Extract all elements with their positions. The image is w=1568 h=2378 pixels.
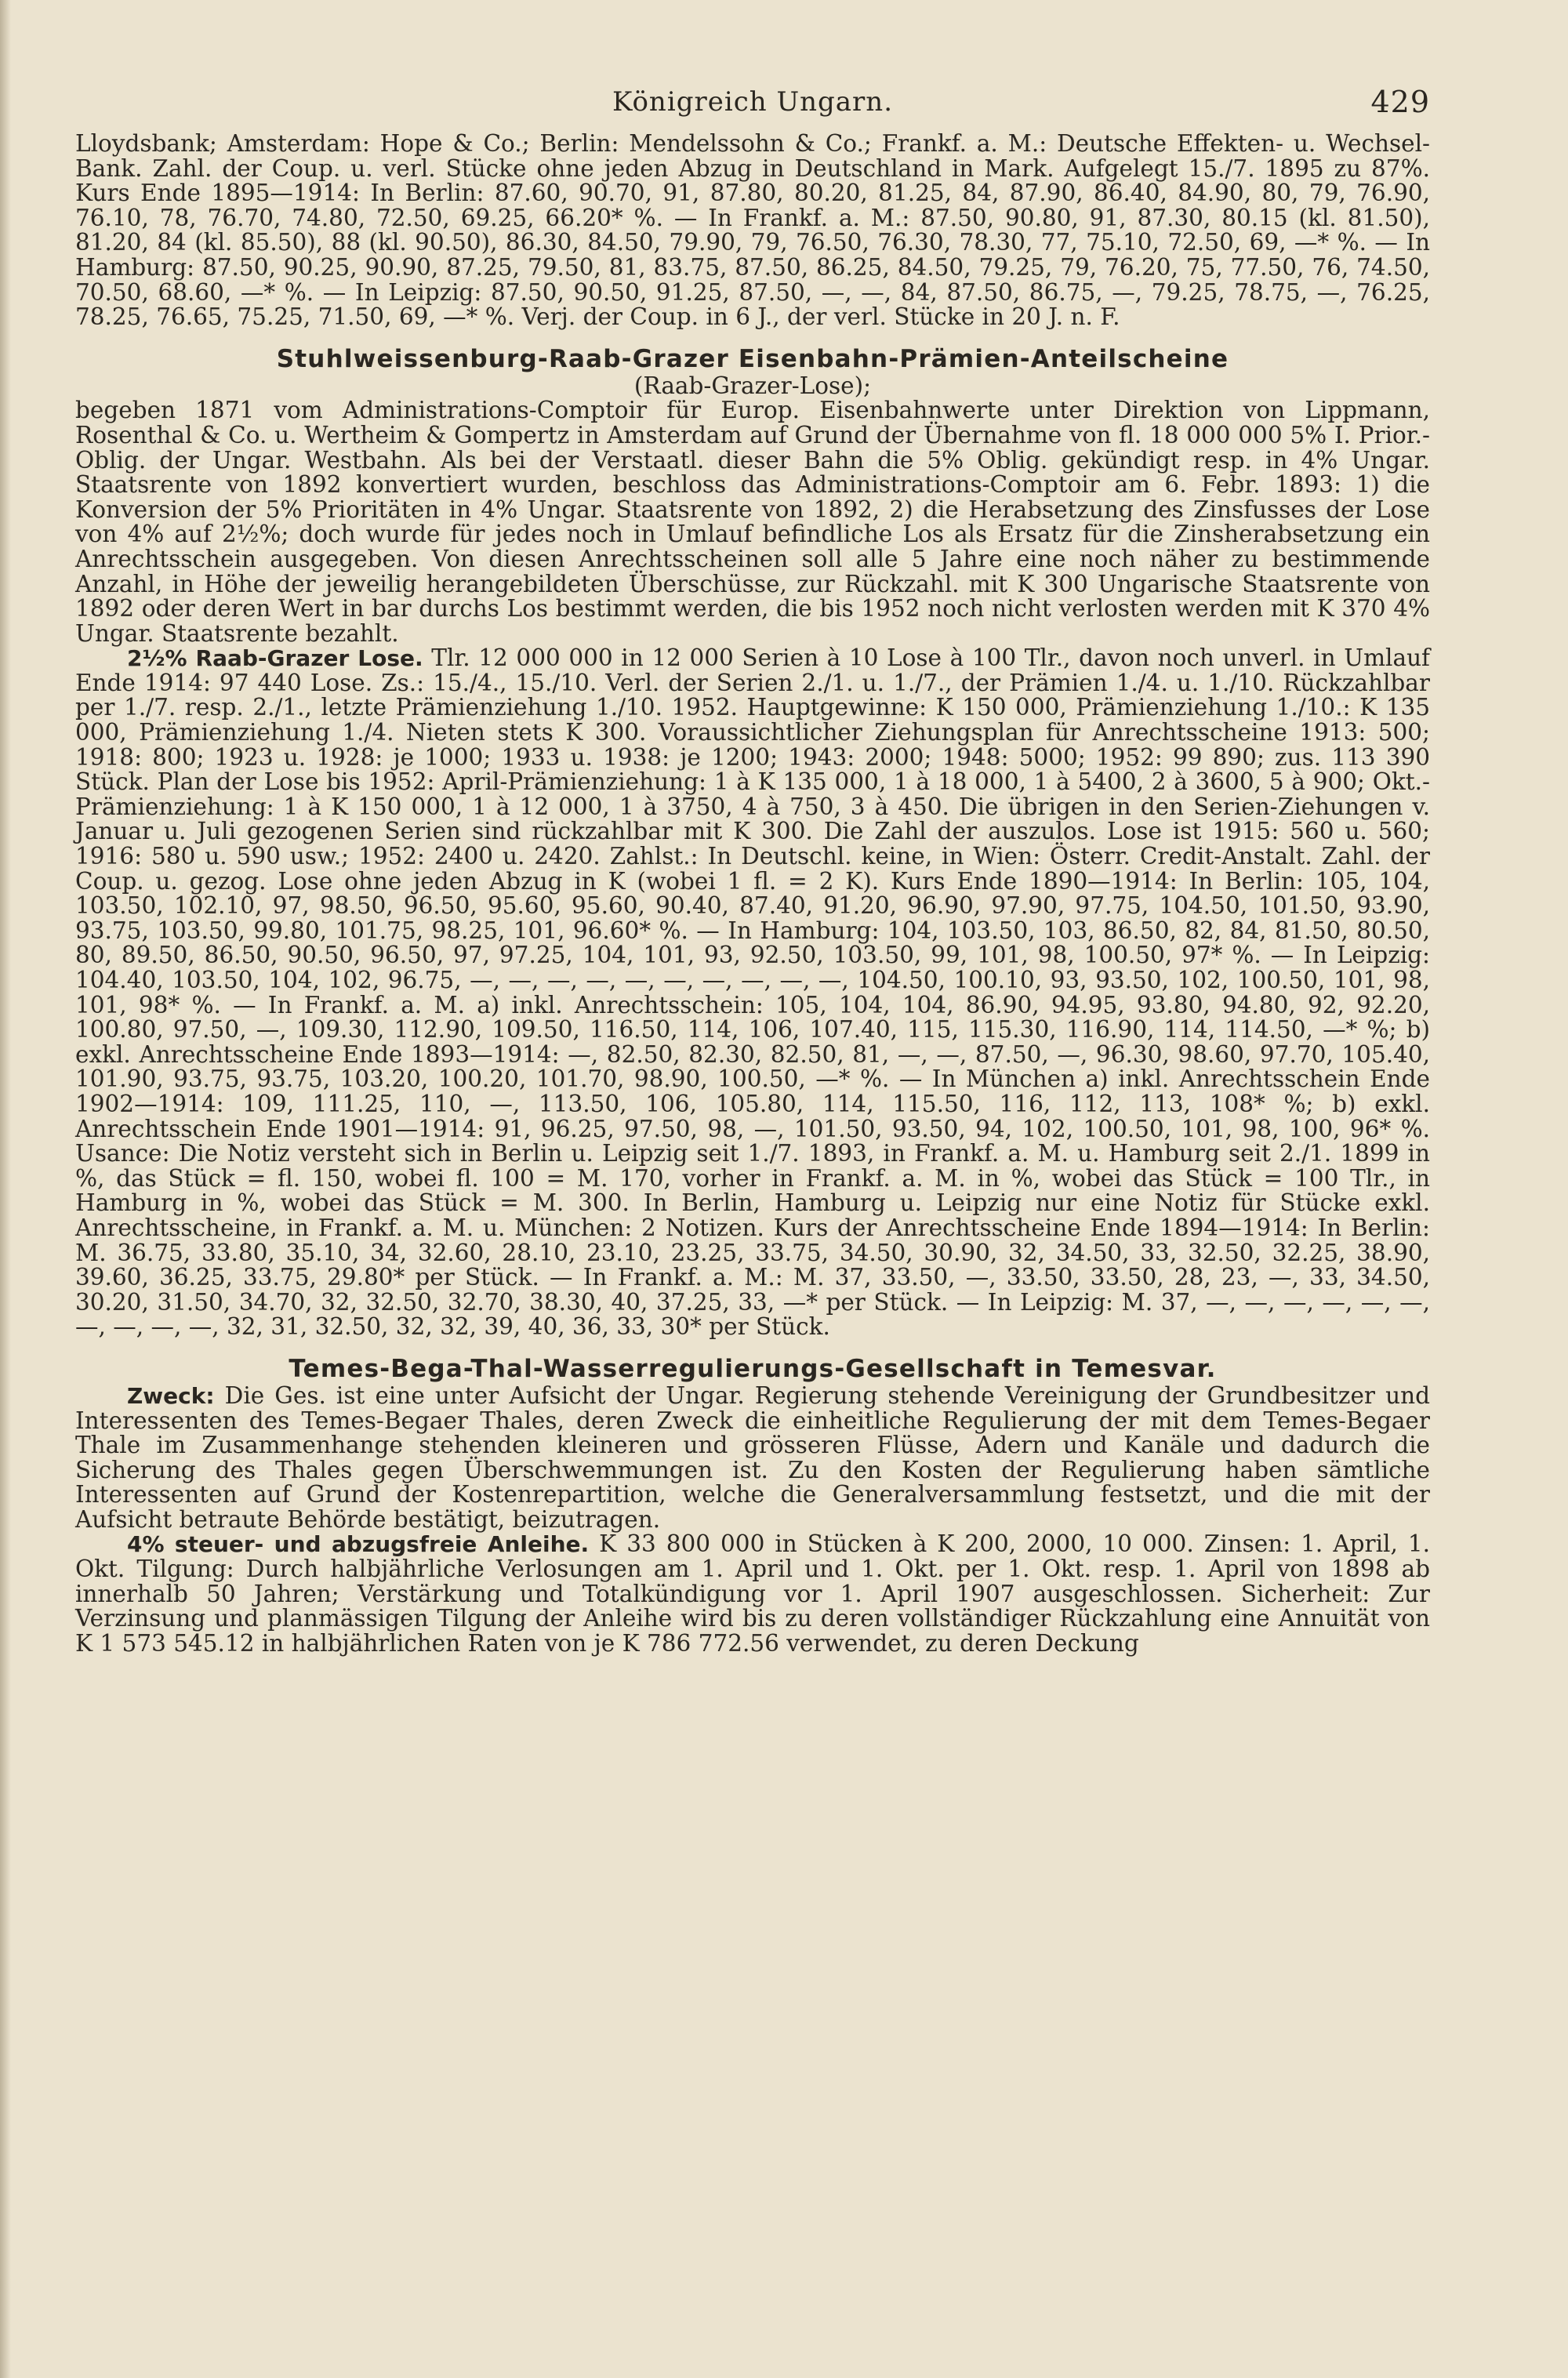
- zweck-lead: Zweck:: [127, 1382, 215, 1409]
- body-text: [75, 132, 1430, 1656]
- zweck-text: Die Ges. ist eine unter Aufsicht der Ungar. Regierung stehende Vereinigung der Grundbesitzer und Interessenten des Temes-Begaer Thales, deren Zweck die einheitliche Regulierung der mit dem Temes-Begaer Thale im Zusammenhange stehenden kleineren und grösseren Flüsse, Adern und Kanäle und dadurch die Sicherung des Thales gegen Überschwemmungen ist. Zu den Kosten der Regulierung haben sämtliche Interessenten auf Grund der Kostenrepartition, welche die Generalversammlung festsetzt, und die mit der Aufsicht betraute Behörde bestätigt, beizutragen.: [75, 1381, 1430, 1533]
- loan-lead: 4% steuer- und abzugsfreie Anleihe.: [127, 1531, 590, 1558]
- raab-heading: Stuhlweissenburg-Raab-Grazer Eisenbahn-Prämien-Anteilscheine: [276, 344, 1229, 373]
- lloyds-paragraph: Lloydsbank; Amsterdam: Hope & Co.; Berlin: Mendelssohn & Co.; Frankf. a. M.: Deutsche Effekten- u. Wechsel-Bank. Zahl. der Coup. u. verl. Stücke ohne jeden Abzug in Deutschland in Mark. Aufgelegt 15./7. 1895 zu 87%. Kurs Ende 1895—1914: In Berlin: 87.60, 90.70, 91, 87.80, 80.20, 81.25, 84, 87.90, 86.40, 84.90, 80, 79, 76.90, 76.10, 78, 76.70, 74.80, 72.50, 69.25, 66.20* %. — In Frankf. a. M.: 87.50, 90.80, 91, 87.30, 80.15 (kl. 81.50), 81.20, 84 (kl. 85.50), 88 (kl. 90.50), 86.30, 84.50, 79.90, 79, 76.50, 76.30, 78.30, 77, 75.10, 72.50, 69, —* %. — In Hamburg: 87.50, 90.25, 90.90, 87.25, 79.50, 81, 83.75, 87.50, 86.25, 84.50, 79.25, 79, 76.20, 75, 77.50, 76, 74.50, 70.50, 68.60, —* %. — In Leipzig: 87.50, 90.50, 91.25, 87.50, —, —, 84, 87.50, 86.75, —, 79.25, 78.75, —, 76.25, 78.25, 76.65, 75.25, 71.50, 69, —* %. Verj. der Coup. in 6 J., der verl. Stücke in 20 J. n. F.: [75, 130, 1430, 331]
- raab-lose-lead: 2½% Raab-Grazer Lose.: [127, 645, 423, 672]
- running-head: [75, 78, 1430, 125]
- temes-heading: Temes-Bega-Thal-Wasserregulierungs-Gesellschaft in Temesvar.: [289, 1354, 1217, 1383]
- page-title: Königreich Ungarn.: [612, 86, 894, 118]
- loan-text: K 33 800 000 in Stücken à K 200, 2000, 10 000. Zinsen: 1. April, 1. Okt. Tilgung: Durch halbjährliche Verlosungen am 1. April und 1. Okt. per 1. Okt. resp. 1. April von 1898 ab innerhalb 50 Jahren; Verstärkung und Totalkündigung vor 1. April 1907 ausgeschlossen. Sicherheit: Zur Verzinsung und planmässigen Tilgung der Anleihe wird bis zu deren vollständiger Rückzahlung eine Annuität von K 1 573 545.12 in halbjährlichen Raten von je K 786 772.56 verwendet, zu deren Deckung: [75, 1530, 1430, 1657]
- binding-shadow: [0, 0, 11, 2378]
- raab-subheading: (Raab-Grazer-Lose);: [633, 372, 872, 399]
- page-number: 429: [1370, 85, 1430, 119]
- raab-detail-paragraph: [75, 646, 1430, 1340]
- temes-loan-paragraph: [75, 1532, 1430, 1656]
- temes-zweck-paragraph: [75, 1381, 1430, 1533]
- raab-detail-text: Tlr. 12 000 000 in 12 000 Serien à 10 Lose à 100 Tlr., davon noch unverl. in Umlauf Ende 1914: 97 440 Lose. Zs.: 15./4., 15./10. Verl. der Serien 2./1. u. 1./7., der Prämien 1./4. u. 1./10. Rückzahlbar per 1./7. resp. 2./1., letzte Prämienziehung 1./10. 1952. Hauptgewinne: K 150 000, Prämienziehung 1./10.: K 135 000, Prämienziehung 1./4. Nieten stets K 300. Voraussichtlicher Ziehungsplan für Anrechtsscheine 1913: 500; 1918: 800; 1923 u. 1928: je 1000; 1933 u. 1938: je 1200; 1943: 2000; 1948: 5000; 1952: 99 890; zus. 113 390 Stück. Plan der Lose bis 1952: April-Prämienziehung: 1 à K 135 000, 1 à 18 000, 1 à 5400, 2 à 3600, 5 à 900; Okt.-Prämienziehung: 1 à K 150 000, 1 à 12 000, 1 à 3750, 4 à 750, 3 à 450. Die übrigen in den Serien-Ziehungen v. Januar u. Juli gezogenen Serien sind rückzahlbar mit K 300. Die Zahl der auszulos. Lose ist 1915: 560 u. 560; 1916: 580 u. 590 usw.; 1952: 2400 u. 2420. Zahlst.: In Deutschl. keine, in Wien: Österr. Credit-Anstalt. Zahl. der Coup. u. gezog. Lose ohne jeden Abzug in K (wobei 1 fl. = 2 K). Kurs Ende 1890—1914: In Berlin: 105, 104, 103.50, 102.10, 97, 98.50, 96.50, 95.60, 95.60, 90.40, 87.40, 91.20, 96.90, 97.90, 97.75, 104.50, 101.50, 93.90, 93.75, 103.50, 99.80, 101.75, 98.25, 101, 96.60* %. — In Hamburg: 104, 103.50, 103, 86.50, 82, 84, 81.50, 80.50, 80, 89.50, 86.50, 90.50, 96.50, 97, 97.25, 104, 101, 93, 92.50, 103.50, 99, 101, 98, 100.50, 97* %. — In Leipzig: 104.40, 103.50, 104, 102, 96.75, —, —, —, —, —, —, —, —, —, —, 104.50, 100.10, 93, 93.50, 102, 100.50, 101, 98, 101, 98* %. — In Frankf. a. M. a) inkl. Anrechtsschein: 105, 104, 104, 86.90, 94.95, 93.80, 94.80, 92, 92.20, 100.80, 97.50, —, 109.30, 112.90, 109.50, 116.50, 114, 106, 107.40, 115, 115.30, 116.90, 114, 114.50, —* %; b) exkl. Anrechtsscheine Ende 1893—1914: —, 82.50, 82.30, 82.50, 81, —, —, 87.50, —, 96.30, 98.60, 97.70, 105.40, 101.90, 93.75, 93.75, 103.20, 100.20, 101.70, 98.90, 100.50, —* %. — In München a) inkl. Anrechtsschein Ende 1902—1914: 109, 111.25, 110, —, 113.50, 106, 105.80, 114, 115.50, 116, 112, 113, 108* %; b) exkl. Anrechtsschein Ende 1901—1914: 91, 96.25, 97.50, 98, —, 101.50, 93.50, 94, 102, 100.50, 101, 98, 100, 96* %. Usance: Die Notiz versteht sich in Berlin u. Leipzig seit 1./7. 1893, in Frankf. a. M. u. Hamburg seit 2./1. 1899 in %, das Stück = fl. 150, wobei fl. 100 = M. 170, vorher in Frankf. a. M. in %, wobei das Stück = 100 Tlr., in Hamburg in %, wobei das Stück = M. 300. In Berlin, Hamburg u. Leipzig nur eine Notiz für Stücke exkl. Anrechtsscheine, in Frankf. a. M. u. München: 2 Notizen. Kurs der Anrechtsscheine Ende 1894—1914: In Berlin: M. 36.75, 33.80, 35.10, 34, 32.60, 28.10, 23.10, 23.25, 33.75, 34.50, 30.90, 32, 34.50, 33, 32.50, 32.25, 38.90, 39.60, 36.25, 33.75, 29.80* per Stück. — In Frankf. a. M.: M. 37, 33.50, —, 33.50, 33.50, 28, 23, —, 33, 34.50, 30.20, 31.50, 34.70, 32, 32.50, 32.70, 38.30, 40, 37.25, 33, —* per Stück. — In Leipzig: M. 37, —, —, —, —, —, —, —, —, —, —, 32, 31, 32.50, 32, 32, 39, 40, 36, 33, 30* per Stück.: [75, 644, 1430, 1341]
- raab-intro-paragraph: begeben 1871 vom Administrations-Comptoir für Europ. Eisenbahnwerte unter Direktion von Lippmann, Rosenthal & Co. u. Wertheim & Gompertz in Amsterdam auf Grund der Übernahme von fl. 18 000 000 5% I. Prior.-Oblig. der Ungar. Westbahn. Als bei der Verstaatl. dieser Bahn die 5% Oblig. gekündigt resp. in 4% Ungar. Staatsrente von 1892 konvertiert wurden, beschloss das Administrations-Comptoir am 6. Febr. 1893: 1) die Konversion der 5% Prioritäten in 4% Ungar. Staatsrente von 1892, 2) die Herabsetzung des Zinsfusses der Lose von 4% auf 2½%; doch wurde für jedes noch in Umlauf befindliche Los als Ersatz für die Zinsherabsetzung ein Anrechtsschein ausgegeben. Von diesen Anrechtsscheinen soll alle 5 Jahre eine noch näher zu bestimmende Anzahl, in Höhe der jeweilig herangebildeten Überschüsse, zur Rückzahl. mit K 300 Ungarische Staatsrente von 1892 oder deren Wert in bar durchs Los bestimmt werden, die bis 1952 noch nicht verlosten werden mit K 370 4% Ungar. Staatsrente bezahlt.: [75, 397, 1430, 647]
